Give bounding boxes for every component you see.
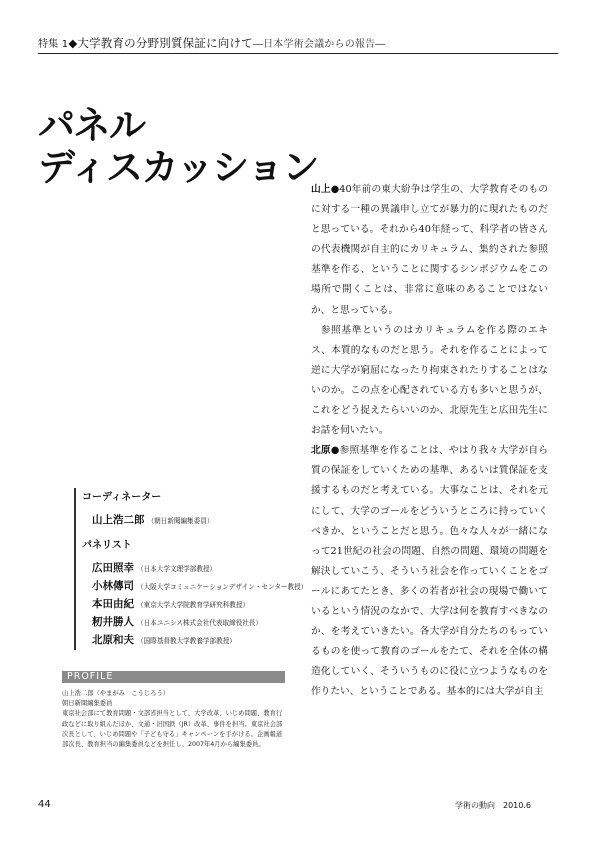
profile-bio: 東京社会部にて教育問題・文部省担当として、大学改革、いじめ問題、教育行政などに取り組んだほか、文通・旧国鉄（JR）改革、事件を担当。東京社会部次長として、いじめ問題や「子ども守る」キャンペーンを手がける。企画報道部次長、教育担当の編集委員などを担任し、2007年4月から編集委員。 [62, 710, 283, 749]
person-name: 小林傳司 [92, 580, 134, 592]
person-affiliation: （国際基督教大学教養学部教授） [137, 637, 236, 645]
person-name: 籾井勝人 [92, 616, 134, 628]
paragraph-question: 参照基準というのはカリキュラムを作る際のエキス、本質的なものだと思う。それを作ることによって逆に大学が窮屈になったり拘束されたりすることはないのか。この点を心配されている方も多いと思うが、これをどう捉えたらいいのか、北原先生と広田先生にお話を伺いたい。 [311, 324, 548, 437]
paragraph-text: ●40年前の東大紛争は学生の、大学教育そのものに対する一種の異議申し立てが暴力的に現れたものだと思っている。それから40年経って、科学者の皆さんの代表機関が自主的にカリキュラム、集約された参照基準を作る、ということに関するシンポジウムをこの場所で開くことは、非常に意味のあることではないか、と思っている。 [311, 184, 549, 316]
paragraph-kitahara [311, 441, 548, 702]
feature-series-label: 特集 1 [38, 39, 69, 50]
journal-footer: 学術の動向 2010.6 [455, 801, 531, 810]
coordinator-label: コーディネーター [82, 492, 162, 503]
speaker-name: 山上 [311, 184, 331, 195]
panelist-entry [92, 628, 236, 647]
title-line-2: ディスカッション [38, 145, 318, 189]
title-line-1: パネル [38, 103, 145, 147]
profile-body [62, 689, 285, 750]
panelist-entry [92, 556, 216, 575]
person-name: 本田由紀 [92, 598, 134, 610]
profile-name-line: 山上浩二郎（やまがみ こうじろう） [62, 690, 170, 697]
person-affiliation: （東京大学大学院教育学研究科教授） [137, 601, 250, 609]
profile-heading: PROFILE [62, 671, 285, 683]
panelist-entry [92, 592, 249, 611]
article-title [38, 104, 318, 188]
person-name: 広田照幸 [92, 562, 134, 574]
body-column [311, 180, 548, 702]
profile-position-line: 朝日新聞編集委員 [62, 700, 113, 708]
person-affiliation: （朝日新聞編集委員） [147, 517, 214, 525]
feature-title: ◆大学教育の分野別質保証に向けて [68, 36, 253, 50]
running-header [38, 35, 558, 51]
feature-subtitle: ―日本学術会議からの報告― [252, 39, 386, 50]
speaker-name: 北原 [311, 445, 331, 457]
page-number: 44 [38, 799, 51, 810]
panelist-entry [92, 610, 262, 629]
panelist-entry [92, 574, 307, 593]
panel-members-box [74, 488, 308, 650]
person-affiliation: （日本大学文理学部教授） [137, 565, 217, 573]
paragraph-text: ●参照基準を作ることは、やはり我々大学が自ら質の保証をしていくための基準、あるいは質保証を支援するものだと考えている。大事なことは、それを元にして、大学のゴールをどういうところに持っていくべきか、ということだと思う。色々な人々が一緒になって21世紀の社会の問題、自然の問題、環境の問題を解決していこう、そういう社会を作っていくことをゴールにあてたとき、多くの若者が社会の現場で働いているという情況のなかで、大学は何を教育すべきなのか、を考えていきたい。各大学が自分たちのもっているものを使って教育のゴールをたて、それを全体の構造化していく、そういうものに役に立つようなものを作りたい、ということである。基本的には大学が自主 [311, 445, 548, 698]
coordinator-entry [92, 508, 213, 527]
header-rule [38, 53, 558, 54]
paragraph-yamagami [311, 180, 548, 321]
person-name: 山上浩二郎 [92, 514, 145, 526]
panelists-label: パネリスト [82, 540, 132, 551]
person-name: 北原和夫 [92, 634, 134, 646]
person-affiliation: （大阪大学コミュニケーションデザイン・センター教授） [137, 583, 308, 591]
person-affiliation: （日本ユニシス株式会社代表取締役社長） [137, 619, 263, 627]
